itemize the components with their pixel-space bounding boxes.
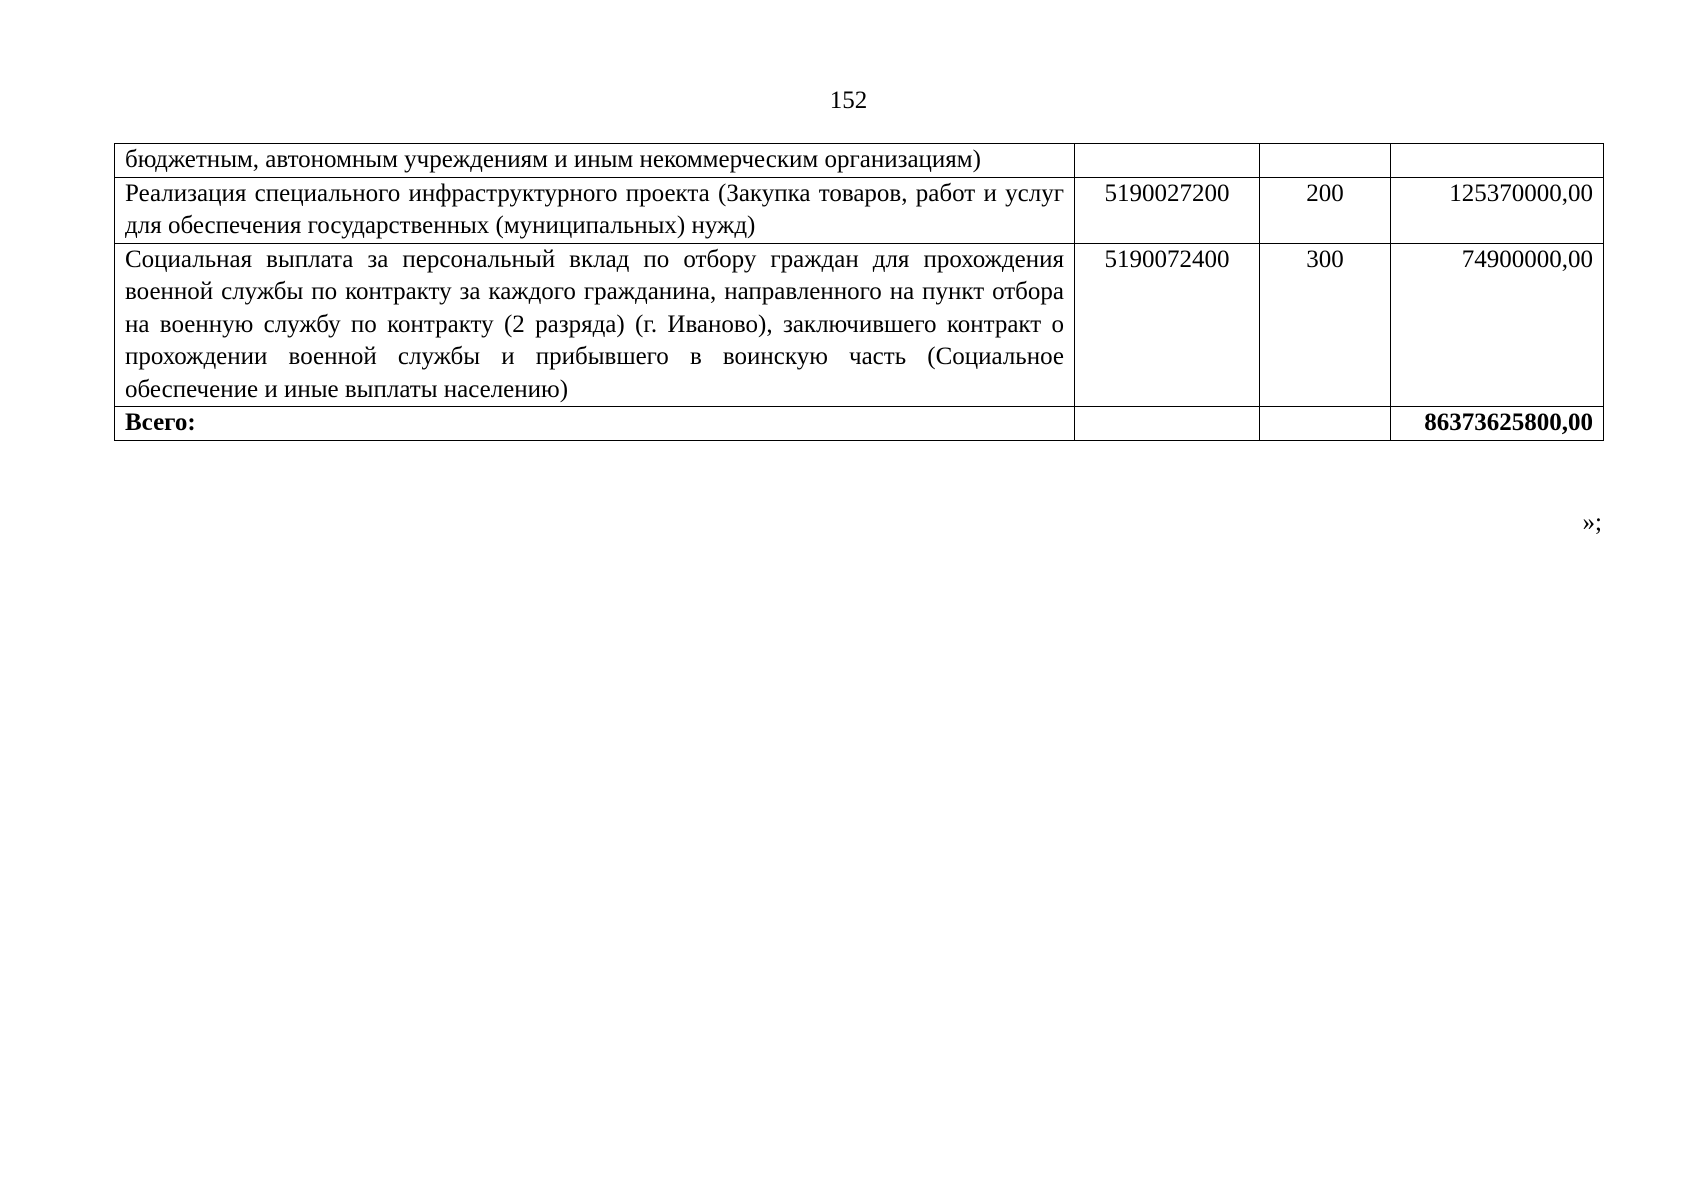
target-article-cell bbox=[1075, 144, 1260, 178]
row-name-cell: Реализация специального инфраструктурного проекта (Закупка товаров, работ и услуг для обеспечения государственных (муниципальных) нужд) bbox=[115, 177, 1075, 243]
expense-type-cell: 200 bbox=[1260, 177, 1391, 243]
budget-table bbox=[114, 143, 1604, 441]
target-article-cell: 5190072400 bbox=[1075, 243, 1260, 407]
page-number: 152 bbox=[829, 87, 868, 114]
row-name-cell: бюджетным, автономным учреждениям и иным некоммерческим организациям) bbox=[115, 144, 1075, 178]
amount-cell: 74900000,00 bbox=[1391, 243, 1604, 407]
total-row bbox=[115, 407, 1604, 441]
amount-cell bbox=[1391, 144, 1604, 178]
target-article-cell: 5190027200 bbox=[1075, 177, 1260, 243]
total-target-article-cell bbox=[1075, 407, 1260, 441]
total-label: Всего: bbox=[115, 407, 1075, 441]
table-row bbox=[115, 177, 1604, 243]
table-row bbox=[115, 144, 1604, 178]
expense-type-cell bbox=[1260, 144, 1391, 178]
amount-cell: 125370000,00 bbox=[1391, 177, 1604, 243]
row-name-cell: Социальная выплата за персональный вклад по отбору граждан для прохождения военной службы по контракту за каждого гражданина, направленного на пункт отбора на военную службу по контракту (2 разряда) (г. Иваново), заключившего контракт о прохождении военной службы и прибывшего в воинскую часть (Социальное обеспечение и иные выплаты населению) bbox=[115, 243, 1075, 407]
table-row bbox=[115, 243, 1604, 407]
expense-type-cell: 300 bbox=[1260, 243, 1391, 407]
total-amount: 86373625800,00 bbox=[1391, 407, 1604, 441]
closing-quote-mark: »; bbox=[1582, 509, 1602, 536]
total-expense-type-cell bbox=[1260, 407, 1391, 441]
